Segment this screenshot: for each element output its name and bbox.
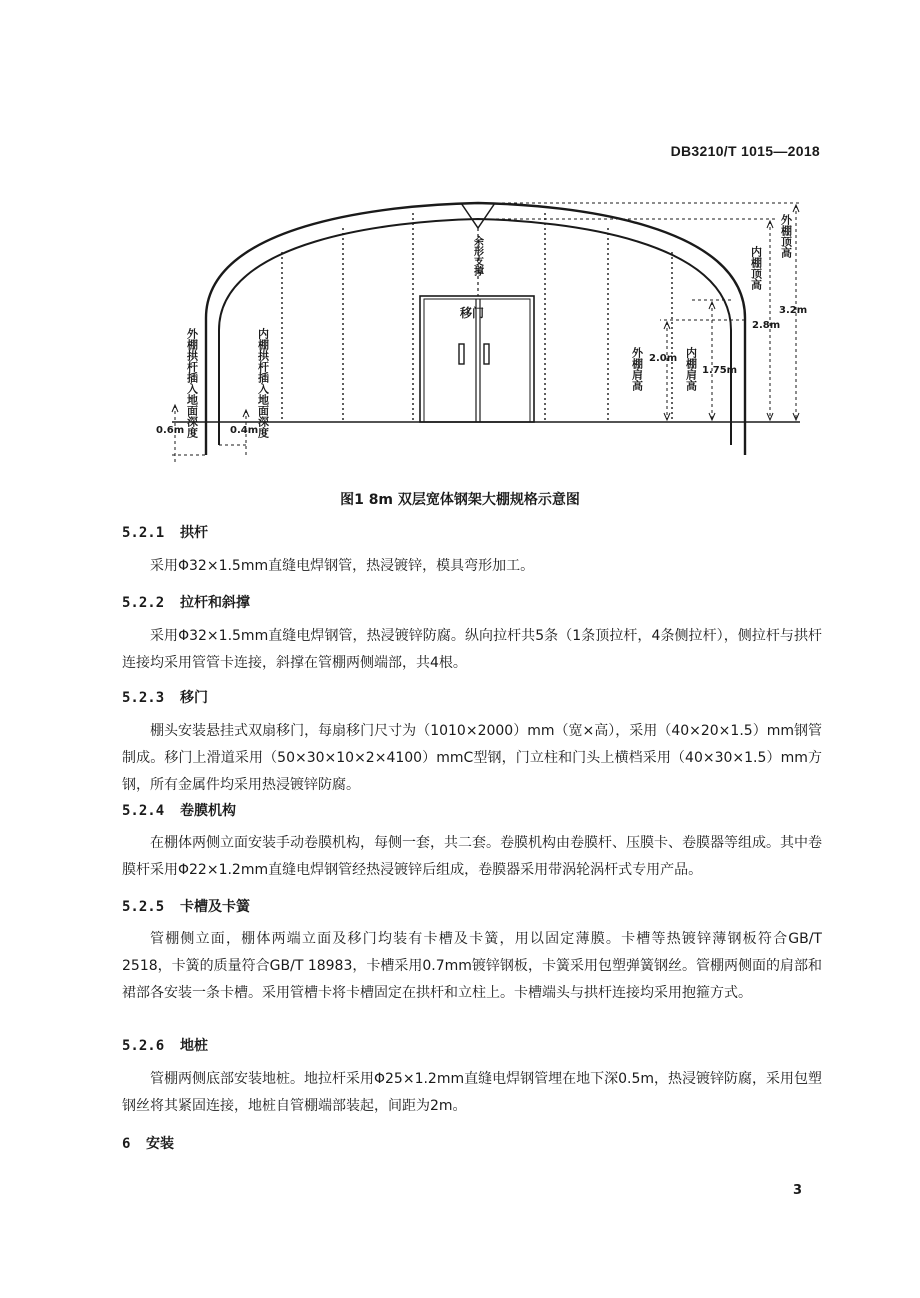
- section-number: 5.2.4: [122, 803, 165, 819]
- section-number: 5.2.3: [122, 690, 165, 706]
- section-heading: 安装: [146, 1136, 174, 1152]
- section-number: 5.2.2: [122, 595, 165, 611]
- label-top-support: 余形支撑: [471, 236, 483, 276]
- dim-inner-shoulder: 1.75m: [702, 365, 738, 376]
- section-heading: 移门: [180, 690, 208, 706]
- section-number: 5.2.6: [122, 1038, 165, 1054]
- door-handle-right: [484, 344, 489, 364]
- dim-outer-depth: 0.6m: [156, 425, 185, 436]
- section-title-5-2-1: [122, 522, 208, 542]
- section-number: 6: [122, 1136, 131, 1152]
- dim-inner-top: 2.8m: [752, 320, 781, 331]
- label-outer-top-height: 外棚顶高: [779, 214, 793, 258]
- section-text-5-2-4: 在棚体两侧立面安装手动卷膜机构，每侧一套，共二套。卷膜机构由卷膜杆、压膜卡、卷膜器等组成。其中卷膜杆采用Φ22×1.2mm直缝电焊钢管经热浸镀锌后组成，卷膜器采用带涡轮涡杆式专用产品。: [122, 835, 822, 878]
- section-text-5-2-6: 管棚两侧底部安装地桩。地拉杆采用Φ25×1.2mm直缝电焊钢管埋在地下深0.5m，热浸镀锌防腐，采用包塑钢丝将其紧固连接，地桩自管棚端部装起，间距为2m。: [122, 1071, 823, 1114]
- section-text-5-2-2: 采用Φ32×1.5mm直缝电焊钢管，热浸镀锌防腐。纵向拉杆共5条（1条顶拉杆，4条侧拉杆），侧拉杆与拱杆连接均采用管管卡连接，斜撑在管棚两侧端部，共4根。: [122, 628, 822, 671]
- section-heading: 拉杆和斜撑: [180, 595, 250, 611]
- section-number: 5.2.5: [122, 899, 165, 915]
- section-title-5-2-3: [122, 687, 208, 707]
- section-heading: 地桩: [180, 1038, 208, 1054]
- section-text-5-2-3: 棚头安装悬挂式双扇移门，每扇移门尺寸为（1010×2000）mm（宽×高），采用（40×20×1.5）mm钢管制成。移门上滑道采用（50×30×10×2×4100）mmC型钢，门立柱和门头上横档采用（40×30×1.5）mm方钢，所有金属件均采用热浸镀锌防腐。: [122, 723, 822, 793]
- section-title-5-2-6: [122, 1035, 208, 1055]
- section-number: 5.2.1: [122, 525, 165, 541]
- figure-labels: [186, 213, 793, 439]
- section-heading: 卡槽及卡簧: [180, 899, 250, 915]
- greenhouse-diagram: [0, 0, 920, 520]
- door-handle-left: [459, 344, 464, 364]
- section-title-5-2-2: [122, 592, 250, 612]
- section-text-5-2-1: 采用Φ32×1.5mm直缝电焊钢管，热浸镀锌，模具弯形加工。: [150, 558, 535, 574]
- section-heading: 卷膜机构: [180, 803, 236, 819]
- label-inner-arch-depth: 内棚拱杆插入地面深度: [256, 328, 270, 438]
- label-inner-shoulder-height: 内棚肩高: [684, 347, 698, 391]
- dim-outer-shoulder: 2.0m: [649, 353, 678, 364]
- figure-caption: 图1 8m 双层宽体钢架大棚规格示意图: [340, 492, 580, 508]
- section-title-6: [122, 1133, 174, 1153]
- page-number: 3: [792, 1183, 802, 1198]
- section-heading: 拱杆: [180, 525, 208, 541]
- section-title-5-2-5: [122, 896, 250, 916]
- top-v-support: [461, 203, 495, 228]
- label-outer-shoulder-height: 外棚肩高: [630, 347, 644, 391]
- dimension-values: [156, 305, 807, 436]
- section-text-5-2-5: 管棚侧立面，棚体两端立面及移门均装有卡槽及卡簧，用以固定薄膜。卡槽等热镀锌薄钢板符合GB/T 2518，卡簧的质量符合GB/T 18983，卡槽采用0.7mm镀锌钢板，卡簧采用包塑弹簧钢丝。管棚两侧面的肩部和裙部各安装一条卡槽。采用管槽卡将卡槽固定在拱杆和立柱上。卡槽端头与拱杆连接均采用抱箍方式。: [122, 931, 822, 1001]
- dim-outer-top: 3.2m: [779, 305, 808, 316]
- label-inner-top-height: 内棚顶高: [749, 246, 763, 290]
- dim-inner-depth: 0.4m: [230, 425, 259, 436]
- label-door: 移门: [460, 306, 485, 320]
- label-outer-arch-depth: 外棚拱杆插入地面深度: [185, 328, 199, 438]
- section-title-5-2-4: [122, 800, 236, 820]
- greenhouse-figure: [0, 0, 920, 520]
- header-doc-code: DB3210/T 1015—2018: [670, 143, 820, 159]
